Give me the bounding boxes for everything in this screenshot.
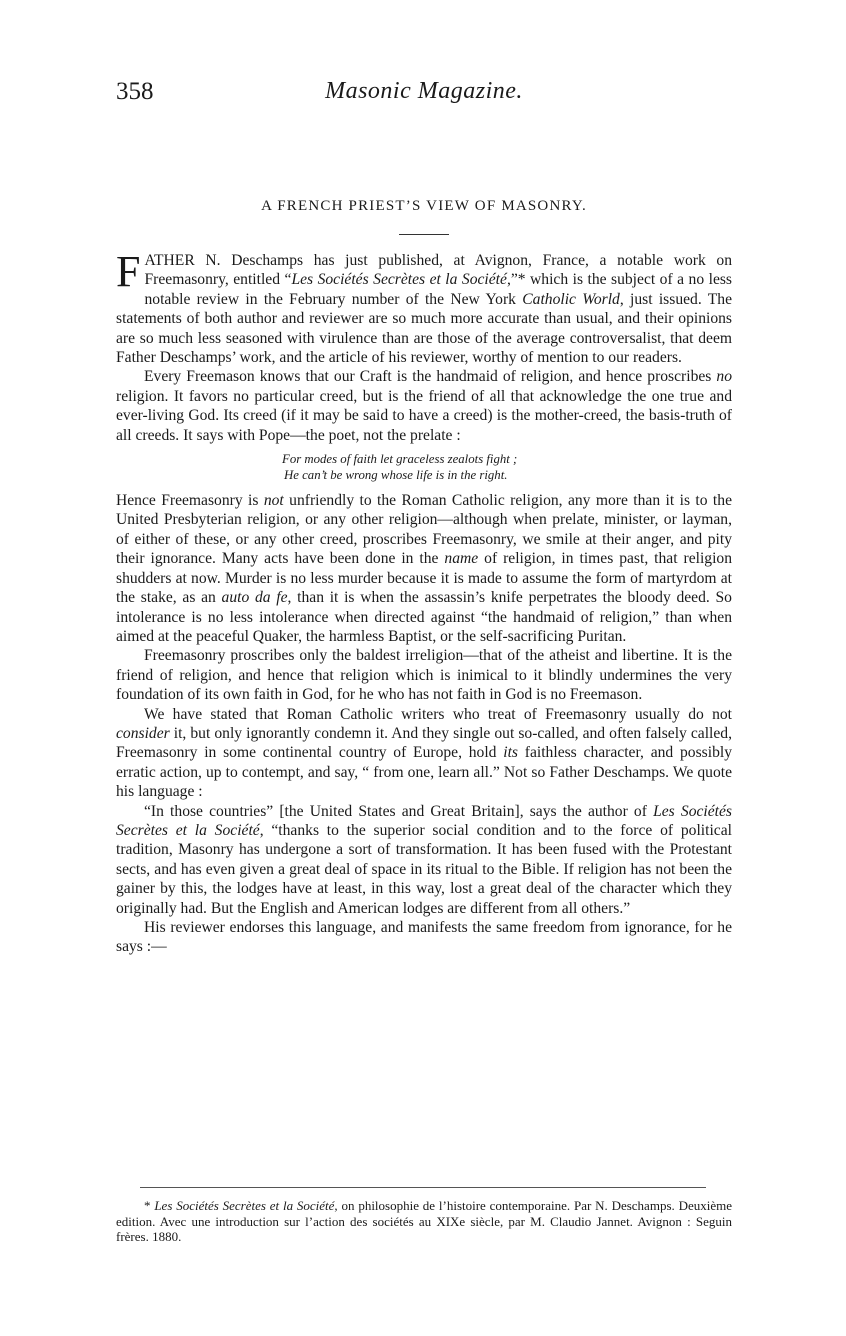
paragraph-6: “In those countries” [the United States and Great Britain], says the author of Les Sociétés Secrètes et la Société, “thanks to the superior social condition and to the force of political tradition, Masonry has undergone a sort of transformation. It has been fused with the Protestant sects, and has even given a great deal of space in its ritual to the Bible. If religion has not been the gainer by this, the lodges have at least, in this way, lost a great deal of the character which they originally had. But the English and American lodges are different from all others.” <box>116 802 732 917</box>
paragraph-3: Hence Freemasonry is not unfriendly to the Roman Catholic religion, any more than it is to the United Presbyterian religion, or any other religion—although when prelate, minister, or layman, of either of these, or any other creed, proscribes Freemasonry, we smile at their anger, and pity their ignorance. Many acts have been done in the name of religion, in times past, that religion shudders at now. Murder is no less murder because it is made to assume the form of martyrdom at the stake, as an auto da fe, than it is when the assassin’s knife perpetrates the bloody deed. So intolerance is no less intolerance when directed against “the handmaid of religion,” than when aimed at the peaceful Quaker, the harmless Baptist, or the self-sacrificing Puritan. <box>116 492 732 645</box>
paragraph-1: FATHER N. Deschamps has just published, at Avignon, France, a notable work on Freemasonry, entitled “Les Sociétés Secrètes et la Société,”* which is the subject of a no less notable review in the February number of the New York Catholic World, just issued. The statements of both author and reviewer are so much more accurate than usual, and their opinions are so much less seasoned with virulence than are those of the average controversalist, that deem Father Deschamps’ work, and the article of his reviewer, worthy of mention to our readers. <box>116 247 733 367</box>
footnote: * Les Sociétés Secrètes et la Société, on philosophie de l’histoire contemporaine. Par N. Deschamps. Deuxième edition. Avec une introduction sur l’action des sociétés au XIXe siècle, par M. Claudio Jannet. Avignon : Seguin frères. 1880. <box>116 1198 732 1245</box>
page-header <box>116 70 732 120</box>
paragraph-2: Every Freemason knows that our Craft is the handmaid of religion, and hence proscribes no religion. It favors no particular creed, but is the friend of all that acknowledge the one true and ever-living God. Its creed (if it may be said to have a creed) is the mother-creed, the basis-truth of all creeds. It says with Pope—the poet, not the prelate : <box>116 368 732 444</box>
page-number: 358 <box>116 78 154 105</box>
article-body <box>116 247 733 957</box>
drop-cap: F <box>116 247 141 296</box>
title-rule <box>399 234 449 235</box>
paragraph-7: His reviewer endorses this language, and manifests the same freedom from ignorance, for he says :— <box>116 919 732 956</box>
article-title: A FRENCH PRIEST’S VIEW OF MASONRY. <box>261 198 587 214</box>
page <box>116 70 732 957</box>
footnote-rule <box>140 1187 706 1188</box>
verse-line: For modes of faith let graceless zealots fight ; <box>282 452 518 467</box>
paragraph-5: We have stated that Roman Catholic writers who treat of Freemasonry usually do not consider it, but only ignorantly condemn it. And they single out so-called, and often falsely called, Freemasonry in some continental country of Europe, hold its faithless character, and possibly erratic action, up to contempt, and say, “ from one, learn all.” Not so Father Deschamps. We quote his language : <box>116 705 732 801</box>
paragraph-4: Freemasonry proscribes only the baldest irreligion—that of the atheist and libertine. It is the friend of religion, and hence that religion which is inimical to it blindly undermines the very foundation of its own faith in God, for he who has not faith in God is no Freemason. <box>116 647 732 704</box>
running-title: Masonic Magazine. <box>325 78 523 104</box>
verse-quote <box>282 452 732 483</box>
verse-line: He can’t be wrong whose life is in the right. <box>284 467 508 482</box>
